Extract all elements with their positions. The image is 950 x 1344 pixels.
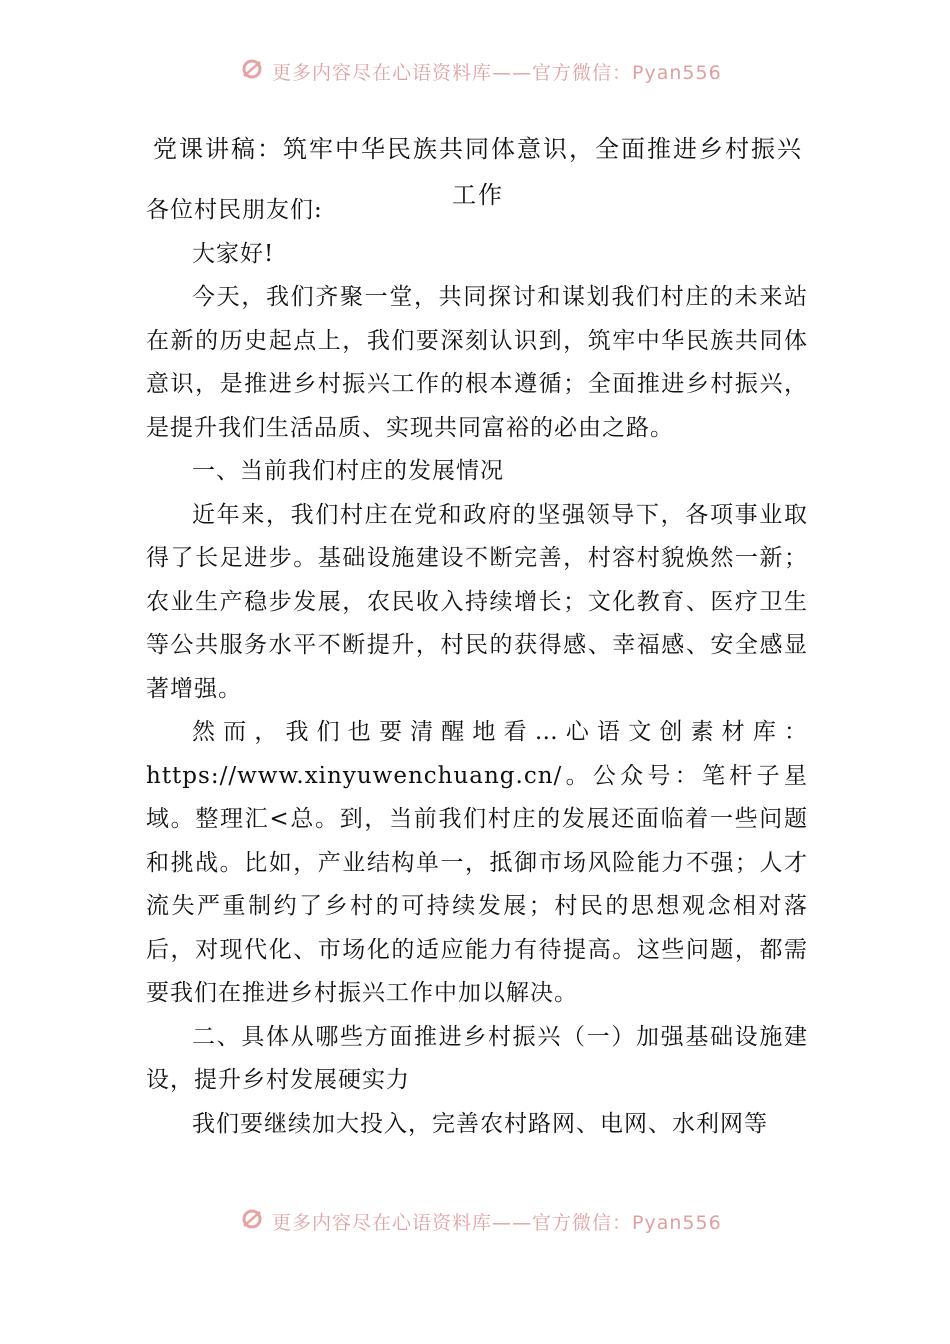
document-title-continued: 工作 — [452, 181, 504, 209]
document-body — [146, 189, 808, 1146]
paragraph: 近年来，我们村庄在党和政府的坚强领导下，各项事业取得了长足进步。基础设施建设不断完善，村容村貌焕然一新；农业生产稳步发展，农民收入持续增长；文化教育、医疗卫生等公共服务水平不断提升，村民的获得感、幸福感、安全感显著增强。 — [146, 501, 808, 702]
section-heading: 一、当前我们村庄的发展情况 — [192, 458, 504, 484]
paragraph: 我们要继续加大投入，完善农村路网、电网、水利网等 — [192, 1110, 768, 1137]
section-heading: 二、具体从哪些方面推进乡村振兴（一）加强基础设施建设，提升乡村发展硬实力 — [146, 1023, 808, 1093]
header-watermark — [0, 54, 950, 88]
document-title: 党课讲稿：筑牢中华民族共同体意识，全面推进乡村振兴 — [153, 135, 803, 163]
footer-watermark-text: 更多内容尽在心语资料库——官方微信：Pyan556 — [272, 1212, 722, 1234]
paragraph: 今天，我们齐聚一堂，共同探讨和谋划我们村庄的未来站在新的历史起点上，我们要深刻认识到，筑牢中华民族共同体意识，是推进乡村振兴工作的根本遵循；全面推进乡村振兴，是提升我们生活品质、实现共同富裕的必由之路。 — [146, 284, 808, 441]
paragraph: 然而，我们也要清醒地看…心语文创素材库：https://www.xinyuwenchuang.cn/。公众号：笔杆子星域。整理汇<总。到，当前我们村庄的发展还面临着一些问题和挑战。比如，产业结构单一，抵御市场风险能力不强；人才流失严重制约了乡村的可持续发展；村民的思想观念相对落后，对现代化、市场化的适应能力有待提高。这些问题，都需要我们在推进乡村振兴工作中加以解决。 — [146, 719, 808, 1006]
greeting: 大家好! — [192, 240, 275, 267]
header-watermark-text: 更多内容尽在心语资料库——官方微信：Pyan556 — [272, 62, 722, 84]
footer-watermark — [0, 1204, 950, 1238]
salutation: 各位村民朋友们: — [146, 197, 323, 223]
logo-icon — [240, 58, 264, 80]
logo-icon — [240, 1208, 264, 1230]
